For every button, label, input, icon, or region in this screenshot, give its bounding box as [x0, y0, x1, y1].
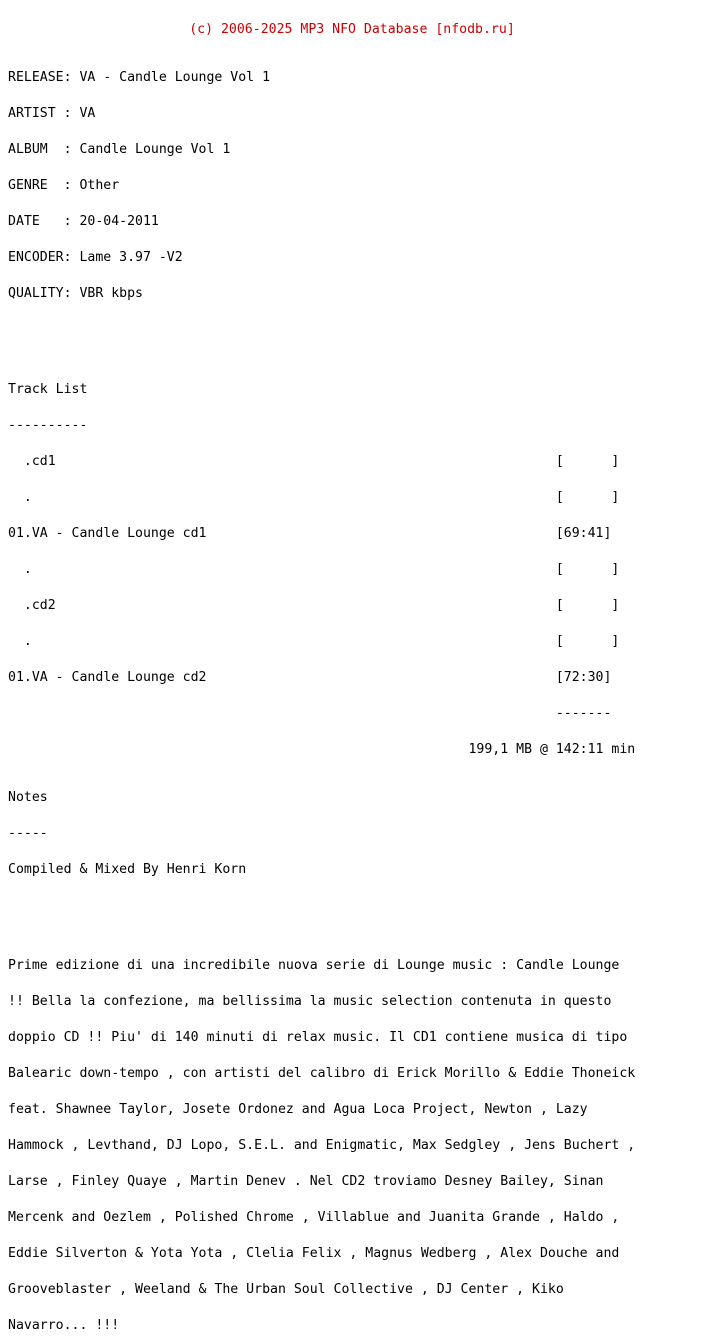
notes-underline: -----: [8, 826, 48, 841]
info-release: RELEASE: VA - Candle Lounge Vol 1: [8, 70, 271, 85]
info-quality: QUALITY: VBR kbps: [8, 286, 143, 301]
notes-body-line: Larse , Finley Quaye , Martin Denev . Nel CD2 troviamo Desney Bailey, Sinan: [8, 1174, 604, 1189]
total-size-duration: 199,1 MB @ 142:11 min: [8, 742, 636, 757]
track-line: .cd2 [ ]: [8, 598, 620, 613]
track-line: 01.VA - Candle Lounge cd1 [69:41]: [8, 526, 612, 541]
notes-body-line: Grooveblaster , Weeland & The Urban Soul Collective , DJ Center , Kiko: [8, 1282, 564, 1297]
info-genre: GENRE : Other: [8, 178, 120, 193]
notes-body-line: Eddie Silverton & Yota Yota , Clelia Felix , Magnus Wedberg , Alex Douche and: [8, 1246, 620, 1261]
track-line: . [ ]: [8, 490, 620, 505]
notes-body-line: doppio CD !! Piu' di 140 minuti di relax music. Il CD1 contiene musica di tipo: [8, 1030, 628, 1045]
info-encoder: ENCODER: Lame 3.97 -V2: [8, 250, 183, 265]
notes-body-line: Mercenk and Oezlem , Polished Chrome , Villablue and Juanita Grande , Haldo ,: [8, 1210, 620, 1225]
blank-line: [8, 336, 704, 348]
notes-body-line: Navarro... !!!: [8, 1318, 120, 1333]
info-artist: ARTIST : VA: [8, 106, 96, 121]
notes-body-line: !! Bella la confezione, ma bellissima la music selection contenuta in questo: [8, 994, 612, 1009]
nfo-document: [8, 0, 704, 1344]
notes-body-line: Prime edizione di una incredibile nuova serie di Lounge music : Candle Lounge: [8, 958, 620, 973]
track-line: . [ ]: [8, 562, 620, 577]
notes-title: Notes: [8, 790, 48, 805]
copyright-header: (c) 2006-2025 MP3 NFO Database [nfodb.ru]: [189, 22, 515, 37]
tracklist-underline: ----------: [8, 418, 88, 433]
notes-body-line: Balearic down-tempo , con artisti del calibro di Erick Morillo & Eddie Thoneick: [8, 1066, 636, 1081]
track-line: 01.VA - Candle Lounge cd2 [72:30]: [8, 670, 612, 685]
notes-body-line: Hammock , Levthand, DJ Lopo, S.E.L. and Enigmatic, Max Sedgley , Jens Buchert ,: [8, 1138, 636, 1153]
tracklist-title: Track List: [8, 382, 88, 397]
info-date: DATE : 20-04-2011: [8, 214, 159, 229]
info-album: ALBUM : Candle Lounge Vol 1: [8, 142, 231, 157]
track-line: . [ ]: [8, 634, 620, 649]
notes-body-line: feat. Shawnee Taylor, Josete Ordonez and Agua Loca Project, Newton , Lazy: [8, 1102, 588, 1117]
total-separator: -------: [8, 706, 612, 721]
track-line: .cd1 [ ]: [8, 454, 620, 469]
blank-line: [8, 912, 704, 924]
notes-compiled: Compiled & Mixed By Henri Korn: [8, 862, 247, 877]
